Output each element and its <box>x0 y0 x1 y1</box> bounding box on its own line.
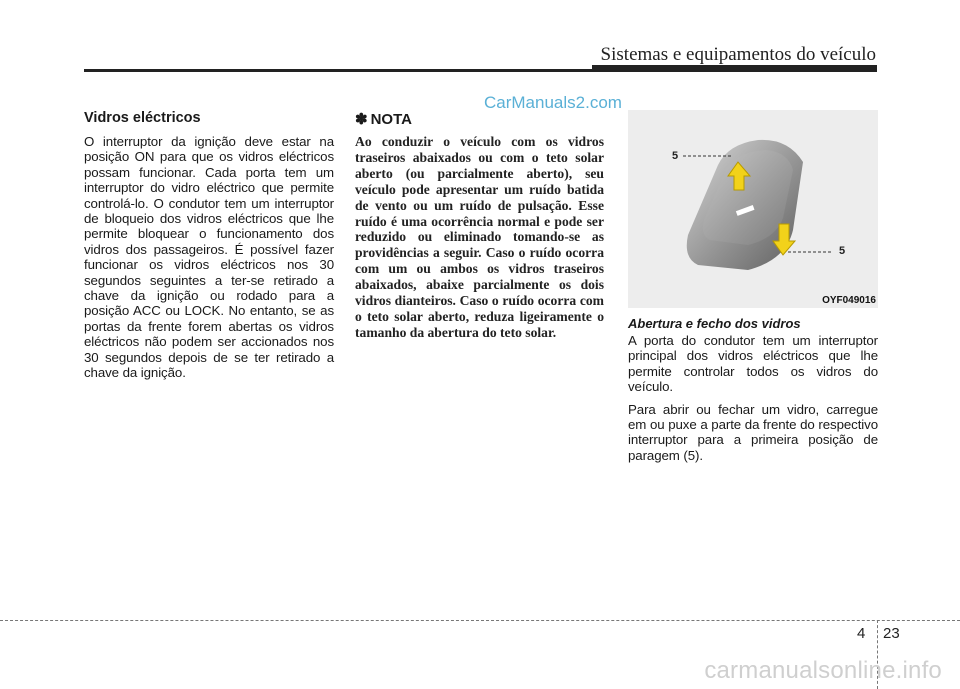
note-title: NOTA <box>370 110 412 128</box>
note-body: Ao conduzir o veículo com os vidros traseiros abaixados ou com o teto solar aberto (ou parcialmente aberto), seu veículo pode apresentar um ruído batida de vento ou um ruído de pulsação. Esse ruído é uma ocorrência normal e pode ser reduzido ou eliminado tomando-se as providências a seguir. Caso o ruído ocorra com um ou ambos os vidros traseiros abaixados, abaixe parcialmente os dois vidros dianteiros. Caso o ruído ocorra com o teto solar aberto, reduza ligeiramente o tamanho da abertura do teto solar. <box>355 134 604 340</box>
footer-rule <box>0 620 960 621</box>
paragraph-1: A porta do condutor tem um interruptor principal dos vidros eléctricos que lhe permite controlar todos os vidros do veículo. <box>628 333 878 395</box>
column-power-windows <box>84 110 334 381</box>
figure-caption: Abertura e fecho dos vidros <box>628 316 801 331</box>
column-window-operation <box>628 110 878 470</box>
column-note <box>355 110 604 341</box>
section-body: O interruptor da ignição deve estar na posição ON para que os vidros eléctricos possam funcionar. Cada porta tem um interruptor do vidro eléctrico que permite controlá-lo. O condutor tem um interruptor de bloqueio dos vidros eléctricos que lhe permite bloquear o funcionamento dos vidros dos passageiros. É possível fazer funcionar os vidros eléctricos nos 30 segundos seguintes a ter-se retirado a chave da ignição ou rodado para a posição ACC ou LOCK. No entanto, se as portas da frente forem abertas os vidros eléctricos não podem ser accionados nos 30 segundos depois de se ter retirado a chave da ignição. <box>84 134 334 381</box>
note-heading <box>355 110 604 128</box>
callout-top: 5 <box>672 150 679 162</box>
watermark-bottom[interactable]: carmanualsonline.info <box>704 657 942 684</box>
note-star-icon: ✽ <box>355 111 368 128</box>
section-heading: Vidros eléctricos <box>84 110 201 126</box>
header-title: Sistemas e equipamentos do veículo <box>600 44 876 65</box>
paragraph-2: Para abrir ou fechar um vidro, carregue em ou puxe a parte da frente do respectivo interruptor para a primeira posição de paragem (5). <box>628 401 878 463</box>
page-chapter: 4 <box>857 625 866 642</box>
page-number: 23 <box>883 625 900 642</box>
watermark-top[interactable]: CarManuals2.com <box>484 93 622 112</box>
window-switch-figure <box>628 110 878 308</box>
figure-code: OYF049016 <box>822 295 876 306</box>
header-rule <box>84 69 877 72</box>
callout-bottom: 5 <box>839 245 846 257</box>
window-switch-illustration <box>628 110 878 308</box>
